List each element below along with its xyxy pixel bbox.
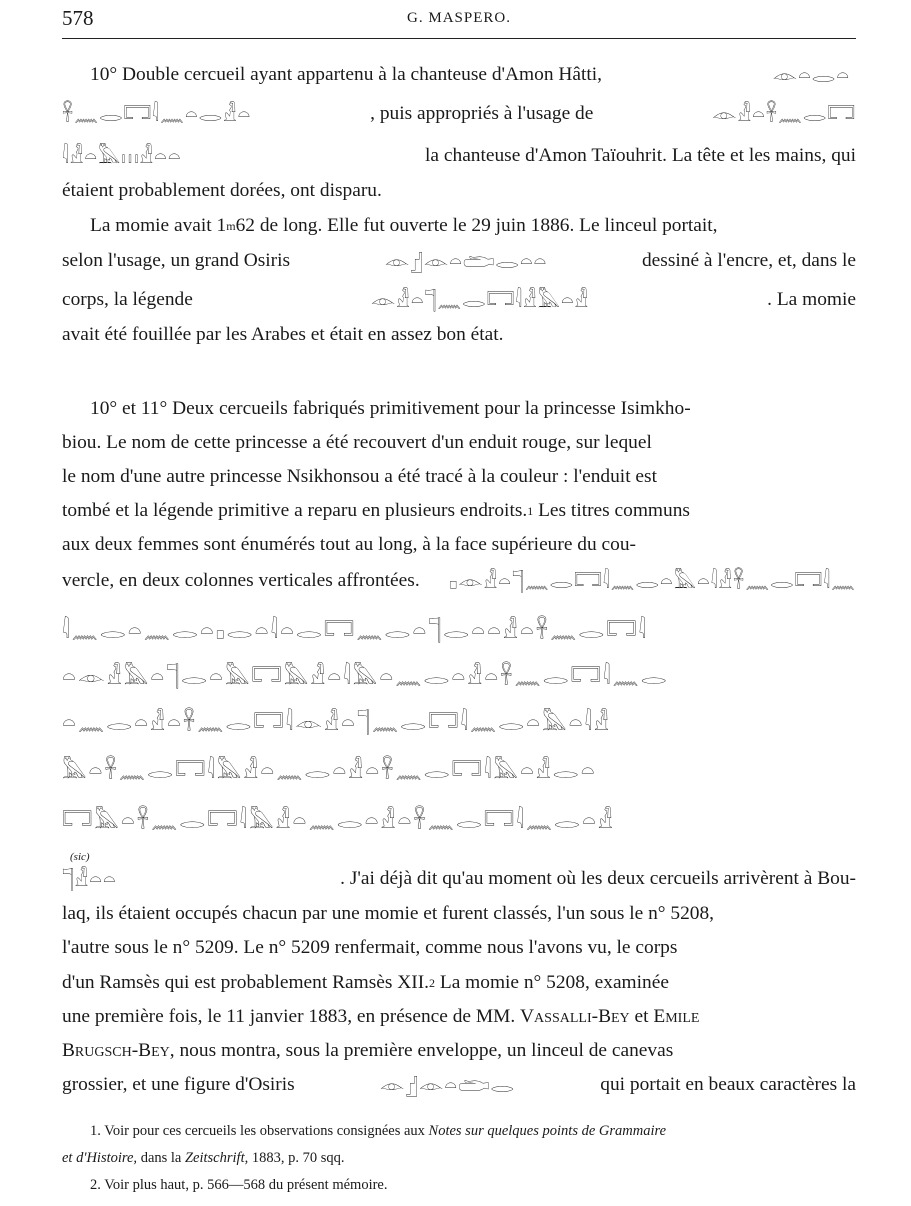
running-head: G. MASPERO. (407, 10, 511, 26)
hieroglyph-row-1: 𓇋𓈖𓂋𓏏𓈖𓂋𓏏𓊪𓂋𓏏𓇋𓏏𓂋𓉐𓈖𓂋𓏏𓊹𓂋𓏏𓏏𓁐𓏏𓋹𓈖𓂋𓉐𓇋 (62, 619, 649, 644)
page-number: 578 (62, 6, 94, 30)
hieroglyph-group: 𓊪𓁹𓁐𓏏𓊹𓈖𓂋𓉐𓇋𓈖𓂋𓏏𓅓𓏏𓇋𓁐𓋹𓈖𓂋𓉐𓇋𓈖 (449, 569, 856, 593)
footnote-1-continued: et d'Histoire, dans la Zeitschrift, 1883, p. 70 sqq. (62, 1150, 345, 1166)
para2-line2: selon l'usage, un grand Osiris 𓁹𓊨𓁹𓏏𓂧𓂋𓏏𓏏 dessiné à l'encre, et, dans le (62, 244, 856, 278)
hieroglyph-group: 𓁹𓏏𓂋𓏏 (772, 63, 850, 87)
footnote-2: 2. Voir plus haut, p. 566—568 du présent mémoire. (90, 1177, 388, 1193)
para1-line2: 𓋹𓈖𓂋𓉐𓇋𓈖𓏏𓂋𓁐𓏏 , puis appropriés à l'usage de 𓁹𓁐𓏏𓋹𓈖𓂋𓉐 (62, 97, 856, 131)
hieroglyph-group: 𓇋𓁐𓏏𓅓𓏥𓁐𓏏𓏏 (62, 144, 182, 168)
hieroglyph-group: 𓁹𓊨𓁹𓏏𓂧𓂋𓏏𓏏 (384, 249, 548, 273)
footnote-1: 1. Voir pour ces cercueils les observations consignées aux Notes sur quelques points de Grammaire (90, 1123, 667, 1139)
para1-line4: étaient probablement dorées, ont disparu. (62, 180, 382, 201)
para1-line3: 𓇋𓁐𓏏𓅓𓏥𓁐𓏏𓏏 la chanteuse d'Amon Taïouhrit. La tête et les mains, qui (62, 139, 856, 173)
para3-line1: 10° et 11° Deux cercueils fabriqués primitivement pour la princesse Isimkho- (90, 398, 691, 419)
para3-line3: le nom d'une autre princesse Nsikhonsou a été tracé à la couleur : l'enduit est (62, 466, 657, 487)
para2-line3: corps, la légende 𓁹𓁐𓏏𓊹𓈖𓂋𓉐𓇋𓁐𓅓𓏏𓁐 . La momie (62, 283, 856, 317)
para3-line13: grossier, et une figure d'Osiris 𓁹𓊨𓁹𓏏𓂧𓂋 qui portait en beaux caractères la (62, 1068, 856, 1102)
para3-line10: d'un Ramsès qui est probablement Ramsès XII. 2 La momie n° 5208, examinée (62, 972, 669, 993)
hieroglyph-group: 𓊹𓁐𓏏𓏏 (62, 867, 117, 891)
para2-line4: avait été fouillée par les Arabes et était en assez bon état. (62, 324, 504, 345)
para3-line9: l'autre sous le n° 5209. Le n° 5209 renfermait, comme nous l'avons vu, le corps (62, 937, 678, 958)
para3-line12: Brugsch-Bey , nous montra, sous la première enveloppe, un linceul de canevas (62, 1040, 674, 1061)
hieroglyph-row-4: 𓅓𓏏𓋹𓈖𓂋𓉐𓇋𓅓𓁐𓏏𓈖𓂋𓏏𓁐𓏏𓋹𓈖𓂋𓉐𓇋𓅓𓏏𓁐𓂋𓏏 (62, 759, 597, 784)
para3-line11: une première fois, le 11 janvier 1883, en présence de MM. Vassalli-Bey et Emile (62, 1006, 700, 1027)
para1-line1: 10° Double cercueil ayant appartenu à la chanteuse d'Amon Hâtti, 𓁹𓏏𓂋𓏏 (90, 58, 856, 92)
para3-line8: laq, ils étaient occupés chacun par une momie et furent classés, l'un sous le n° 5208, (62, 903, 715, 924)
hieroglyph-row-2: 𓏏𓁹𓁐𓅓𓏏𓊹𓂋𓏏𓅓𓉐𓅓𓁐𓏏𓇋𓅓𓏏𓈖𓂋𓏏𓁐𓏏𓋹𓈖𓂋𓉐𓇋𓈖𓂋 (62, 665, 669, 690)
hieroglyph-row-3: 𓏏𓈖𓂋𓏏𓁐𓏏𓋹𓈖𓂋𓉐𓇋𓁹𓁐𓏏𓊹𓈖𓂋𓉐𓇋𓈖𓂋𓏏𓅓𓏏𓇋𓁐 (62, 711, 611, 736)
sic-annotation: (sic) (70, 851, 90, 863)
hieroglyph-group: 𓁹𓁐𓏏𓋹𓈖𓂋𓉐 (712, 102, 856, 126)
para3-line7: 𓊹𓁐𓏏𓏏 . J'ai déjà dit qu'au moment où les deux cercueils arrivèrent à Bou- (62, 862, 856, 896)
para2-line1: La momie avait 1 m 62 de long. Elle fut ouverte le 29 juin 1886. Le linceul portait, (90, 215, 718, 236)
hieroglyph-group: 𓁹𓁐𓏏𓊹𓈖𓂋𓉐𓇋𓁐𓅓𓏏𓁐 (370, 288, 590, 312)
para3-line2: biou. Le nom de cette princesse a été recouvert d'un enduit rouge, sur lequel (62, 432, 652, 453)
para3-line6: vercle, en deux colonnes verticales affrontées. 𓊪𓁹𓁐𓏏𓊹𓈖𓂋𓉐𓇋𓈖𓂋𓏏𓅓𓏏𓇋𓁐𓋹𓈖𓂋𓉐𓇋𓈖 (62, 564, 856, 598)
page-header (62, 4, 856, 34)
para3-line5: aux deux femmes sont énumérés tout au long, à la face supérieure du cou- (62, 534, 636, 555)
hieroglyph-group: 𓋹𓈖𓂋𓉐𓇋𓈖𓏏𓂋𓁐𓏏 (62, 102, 252, 126)
hieroglyph-group: 𓁹𓊨𓁹𓏏𓂧𓂋 (379, 1073, 516, 1097)
header-rule (62, 38, 856, 39)
para3-line4: tombé et la légende primitive a reparu en plusieurs endroits. 1 Les titres communs (62, 500, 690, 521)
hieroglyph-row-5: 𓉐𓅓𓏏𓋹𓈖𓂋𓉐𓇋𓅓𓁐𓏏𓈖𓂋𓏏𓁐𓏏𓋹𓈖𓂋𓉐𓇋𓈖𓂋𓏏𓁐 (62, 809, 615, 834)
